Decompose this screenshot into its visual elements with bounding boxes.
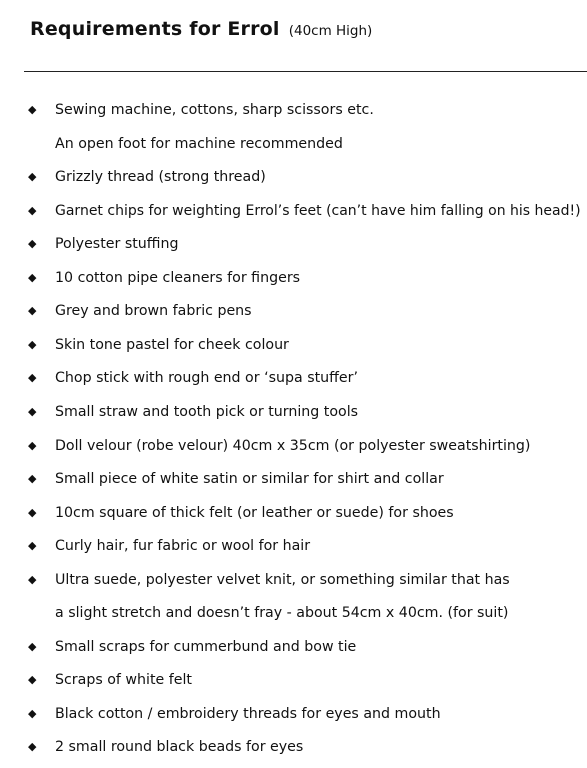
list-item (0, 635, 587, 659)
list-item-text: Doll velour (robe velour) 40cm x 35cm (or polyester sweatshirting) (55, 437, 531, 454)
list-item (0, 668, 587, 692)
list-item-text: Grizzly thread (strong thread) (55, 169, 266, 186)
list-item-text: Polyester stuffing (55, 236, 179, 253)
list-item (0, 568, 587, 592)
list-item (0, 467, 587, 491)
diamond-bullet-icon: ◆ (28, 371, 37, 385)
page-title (30, 18, 372, 40)
diamond-bullet-icon: ◆ (28, 270, 37, 284)
list-item-continuation (0, 601, 587, 625)
list-item (0, 98, 587, 122)
diamond-bullet-icon: ◆ (28, 505, 37, 519)
title-main: Requirements for Errol (30, 18, 280, 40)
diamond-bullet-icon: ◆ (28, 203, 37, 217)
diamond-bullet-icon: ◆ (28, 673, 37, 687)
list-item (0, 199, 587, 223)
list-item-text: An open foot for machine recommended (55, 135, 343, 152)
list-item (0, 299, 587, 323)
list-item (0, 266, 587, 290)
list-item-text: 10 cotton pipe cleaners for fingers (55, 269, 301, 286)
list-item-text: Ultra suede, polyester velvet knit, or something similar that has (55, 571, 510, 588)
diamond-bullet-icon: ◆ (28, 639, 37, 653)
list-item (0, 400, 587, 424)
list-item-text: 2 small round black beads for eyes (55, 739, 304, 756)
list-item-text: a slight stretch and doesn’t fray - about 54cm x 40cm. (for suit) (55, 605, 509, 622)
list-item-text: Black cotton / embroidery threads for eyes and mouth (55, 705, 441, 722)
list-item (0, 434, 587, 458)
diamond-bullet-icon: ◆ (28, 438, 37, 452)
title-subtitle: (40cm High) (288, 23, 373, 39)
diamond-bullet-icon: ◆ (28, 404, 37, 418)
list-item (0, 333, 587, 357)
diamond-bullet-icon: ◆ (28, 706, 37, 720)
diamond-bullet-icon: ◆ (28, 170, 37, 184)
list-item (0, 501, 587, 525)
diamond-bullet-icon: ◆ (28, 472, 37, 485)
diamond-bullet-icon: ◆ (28, 337, 37, 351)
list-item-text: Grey and brown fabric pens (55, 303, 252, 320)
list-item (0, 165, 587, 189)
diamond-bullet-icon: ◆ (28, 103, 37, 116)
list-item-text: Small scraps for cummerbund and bow tie (55, 638, 357, 655)
diamond-bullet-icon: ◆ (28, 539, 37, 553)
list-item-text: 10cm square of thick felt (or leather or suede) for shoes (55, 504, 454, 521)
diamond-bullet-icon: ◆ (28, 304, 37, 318)
list-item (0, 702, 587, 726)
divider-rule (24, 71, 587, 72)
diamond-bullet-icon: ◆ (28, 237, 37, 251)
list-item-text: Chop stick with rough end or ‘supa stuffer’ (55, 370, 358, 387)
list-item-text: Curly hair, fur fabric or wool for hair (55, 538, 311, 555)
list-item (0, 232, 587, 256)
list-item (0, 366, 587, 390)
list-item-continuation (0, 132, 587, 156)
list-item-text: Skin tone pastel for cheek colour (55, 336, 289, 353)
list-item (0, 534, 587, 558)
list-item-text: Sewing machine, cottons, sharp scissors etc. (55, 102, 374, 118)
list-item-text: Small straw and tooth pick or turning tools (55, 403, 359, 420)
list-item-text: Scraps of white felt (55, 672, 192, 689)
list-item-text: Small piece of white satin or similar for shirt and collar (55, 471, 444, 487)
diamond-bullet-icon: ◆ (28, 572, 37, 586)
list-item (0, 735, 587, 759)
diamond-bullet-icon: ◆ (28, 740, 37, 754)
list-item-text: Garnet chips for weighting Errol’s feet (can’t have him falling on his head!) (55, 202, 581, 219)
